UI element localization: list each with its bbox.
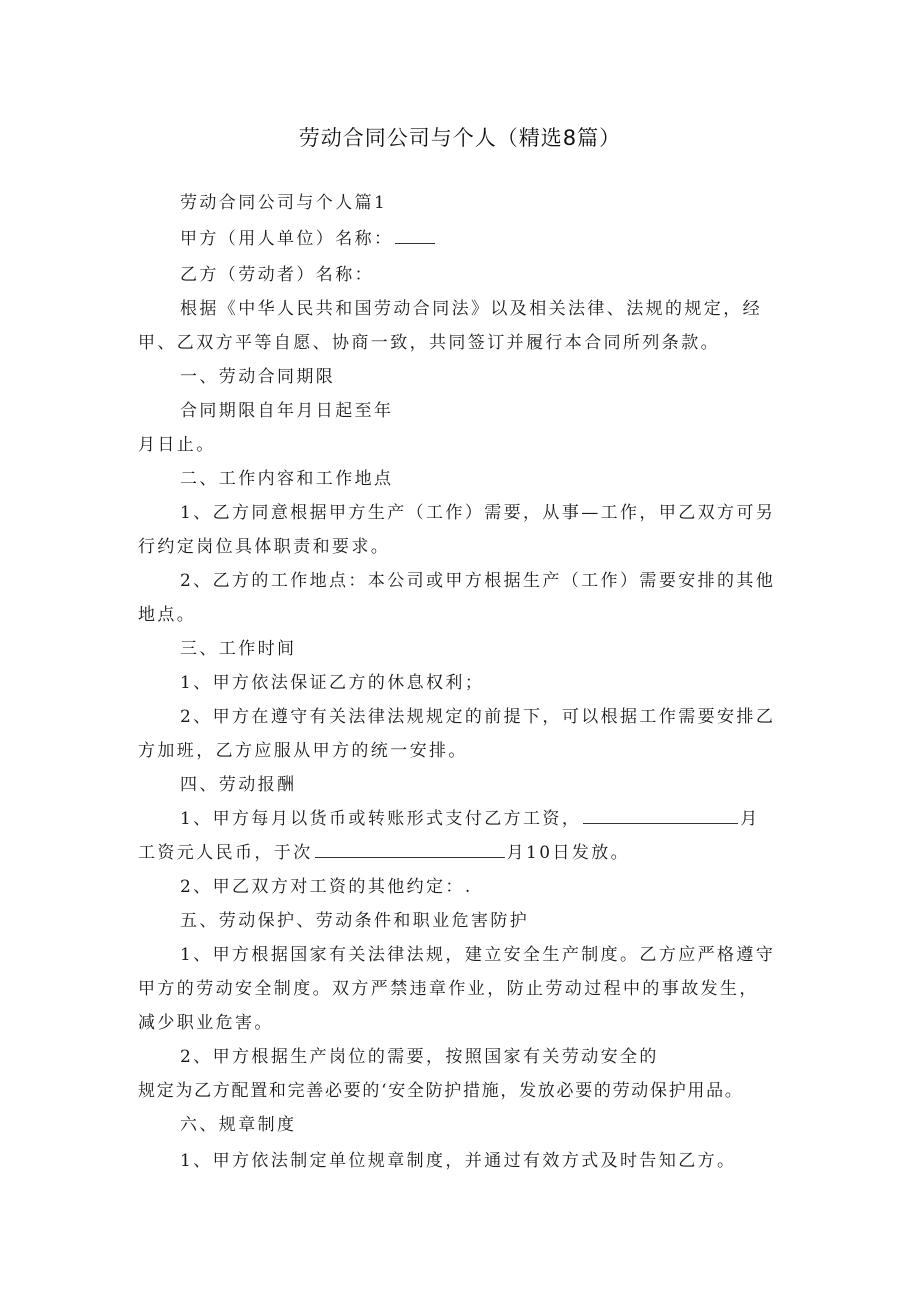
heading-rules: 六、规章制度 — [180, 1115, 297, 1135]
pay-p1-line-2 — [138, 842, 630, 864]
term-line-2: 月日止。 — [138, 435, 216, 455]
party-b-label: 乙方（劳动者）名称： — [180, 265, 374, 285]
protection-p2-line-2: 规定为乙方配置和完善必要的‘安全防护措施，发放必要的劳动保护用品。 — [138, 1081, 744, 1101]
party-a-label: 甲方（用人单位）名称： — [180, 229, 394, 249]
work-p2-line-1: 2、乙方的工作地点：本公司或甲方根据生产（工作）需要安排的其他 — [180, 571, 776, 591]
party-a-blank — [395, 228, 435, 244]
protection-p1-line-1: 1、甲方根据国家有关法律法规，建立安全生产制度。乙方应严格遵守 — [180, 945, 776, 965]
heading-protection: 五、劳动保护、劳动条件和职业危害防护 — [180, 911, 530, 931]
term-line-1: 合同期限自年月日起至年 — [180, 401, 394, 421]
pay-date-blank — [315, 842, 505, 858]
work-p1-line-2: 行约定岗位具体职责和要求。 — [138, 537, 391, 557]
pay-p1-line-1 — [180, 808, 760, 830]
document-title: 劳动合同公司与个人（精选8篇） — [298, 126, 622, 150]
protection-p2-line-1: 2、甲方根据生产岗位的需要，按照国家有关劳动安全的 — [180, 1047, 659, 1067]
work-p1-line-1: 1、乙方同意根据甲方生产（工作）需要，从事—工作，甲乙双方可另 — [180, 503, 776, 523]
heading-pay: 四、劳动报酬 — [180, 775, 297, 795]
pay-p2: 2、甲乙双方对工资的其他约定：. — [180, 877, 473, 897]
heading-term: 一、劳动合同期限 — [180, 367, 336, 387]
section-heading: 劳动合同公司与个人篇1 — [180, 193, 388, 213]
heading-work: 二、工作内容和工作地点 — [180, 469, 394, 489]
protection-p1-line-2: 甲方的劳动安全制度。双方严禁违章作业，防止劳动过程中的事故发生， — [138, 979, 759, 999]
rules-p1: 1、甲方依法制定单位规章制度，并通过有效方式及时告知乙方。 — [180, 1151, 737, 1171]
hours-p2-line-1: 2、甲方在遵守有关法律法规规定的前提下，可以根据工作需要安排乙 — [180, 707, 776, 727]
work-p2-line-2: 地点。 — [138, 605, 197, 625]
protection-p1-line-3: 减少职业危害。 — [138, 1013, 274, 1033]
heading-hours: 三、工作时间 — [180, 639, 297, 659]
party-a-line — [180, 228, 437, 250]
pay-p1b-text: 工资元人民币，于次 — [138, 843, 313, 863]
hours-p1: 1、甲方依法保证乙方的休息权利； — [180, 673, 485, 693]
pay-p1b-end: 月10日发放。 — [506, 843, 631, 863]
hours-p2-line-2: 方加班，乙方应服从甲方的统一安排。 — [138, 741, 468, 761]
pay-p1-end: 月 — [740, 809, 760, 829]
pay-p1-text: 1、甲方每月以货币或转账形式支付乙方工资， — [180, 809, 582, 829]
salary-blank — [583, 808, 738, 824]
preamble-line-1: 根据《中华人民共和国劳动合同法》以及相关法律、法规的规定，经 — [180, 299, 762, 319]
preamble-line-2: 甲、乙双方平等自愿、协商一致，共同签订并履行本合同所列条款。 — [138, 333, 720, 353]
